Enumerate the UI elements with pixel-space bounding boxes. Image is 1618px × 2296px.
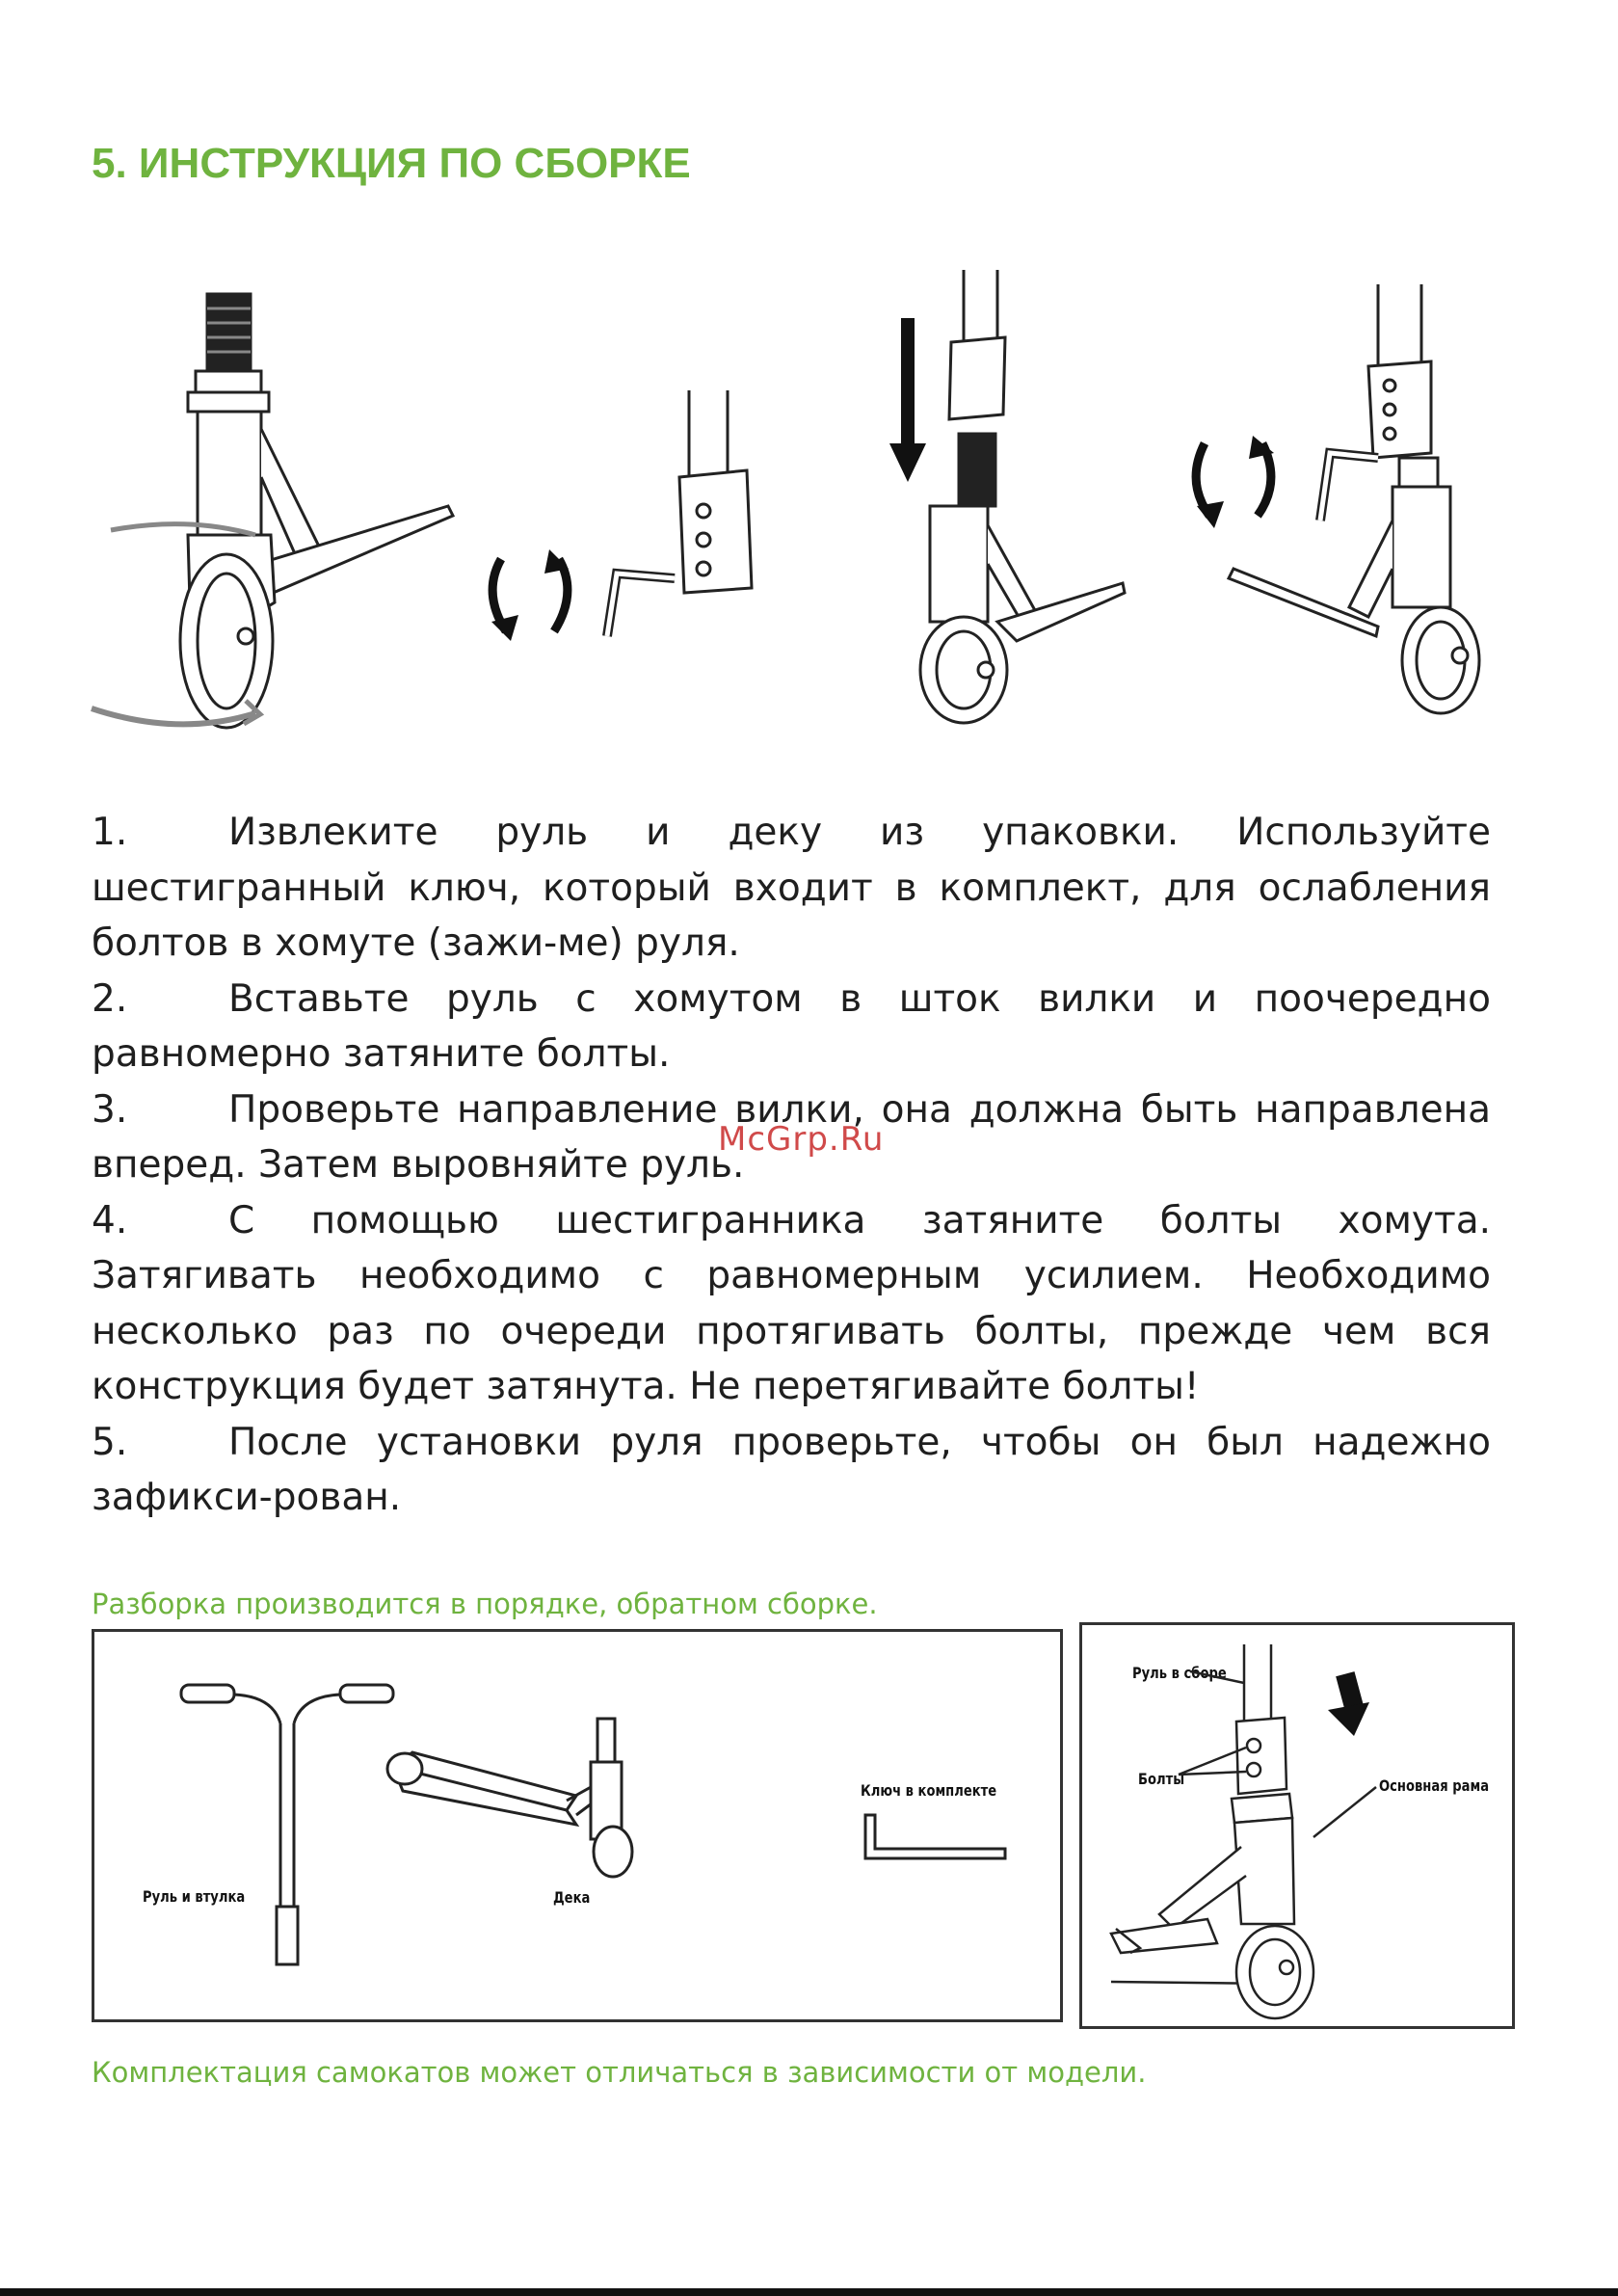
bolts-label: Болты: [1138, 1770, 1185, 1788]
fork-rotation-illustration: [82, 284, 467, 737]
step-number: 4.: [92, 1198, 128, 1242]
assembly-detail-illustration: [1082, 1625, 1512, 2026]
step-text: Проверьте направление вилки, она должна быть направлена вперед. Затем выровняйте руль.: [92, 1087, 1491, 1187]
deck-illustration: [384, 1699, 692, 1892]
parts-box: [92, 1629, 1063, 2022]
tighten-clamp-illustration: [1185, 280, 1523, 723]
assembly-steps: [92, 805, 1491, 1526]
step-text: Вставьте руль с хомутом в шток вилки и поочередно равномерно затяните болты.: [92, 976, 1491, 1076]
key-label: Ключ в комплекте: [861, 1781, 997, 1800]
step-number: 1.: [92, 811, 128, 854]
step-text: Извлеките руль и деку из упаковки. Используйте шестигранный ключ, который входит в комплект, для ослабления болтов в хомуте (зажи-ме) руля.: [92, 811, 1491, 965]
step-number: 3.: [92, 1087, 128, 1132]
grip-icon: [207, 294, 251, 371]
step-number: 5.: [92, 1420, 128, 1464]
step-number: 2.: [92, 976, 128, 1021]
clamp-loosening-illustration: [472, 386, 771, 655]
page-bottom-rule: [0, 2288, 1618, 2296]
deck-label: Дека: [553, 1888, 591, 1907]
handlebar-label: Руль и втулка: [143, 1887, 246, 1906]
down-arrow-icon: [1328, 1671, 1369, 1736]
page-title: 5. ИНСТРУКЦИЯ ПО СБОРКЕ: [92, 140, 691, 187]
handlebar-illustration: [176, 1675, 398, 1984]
step-text: После установки руля проверьте, чтобы он был надежно зафикси-рован.: [92, 1420, 1491, 1519]
model-variation-note: Комплектация самокатов может отличаться в зависимости от модели.: [92, 2056, 1147, 2089]
watermark: McGrp.Ru: [718, 1120, 885, 1159]
handlebar-assembled-label: Руль в сборе: [1132, 1664, 1227, 1682]
down-arrow-icon: [889, 318, 926, 482]
hex-key-icon: [861, 1810, 1015, 1868]
step-item: [92, 1193, 1491, 1415]
disassembly-note: Разборка производится в порядке, обратном сборке.: [92, 1588, 878, 1620]
step-item: [92, 972, 1491, 1082]
assembly-detail-box: [1079, 1622, 1515, 2029]
insert-handlebar-illustration: [872, 265, 1132, 728]
main-frame-label: Основная рама: [1379, 1776, 1490, 1795]
step-item: [92, 805, 1491, 972]
step-text: С помощью шестигранника затяните болты хомута. Затягивать необходимо с равномерным усилием. Необходимо несколько раз по очереди протягивать болты, прежде чем вся конструкция будет затянута. Не перетягивайте болты!: [92, 1198, 1491, 1408]
step-item: [92, 1415, 1491, 1526]
